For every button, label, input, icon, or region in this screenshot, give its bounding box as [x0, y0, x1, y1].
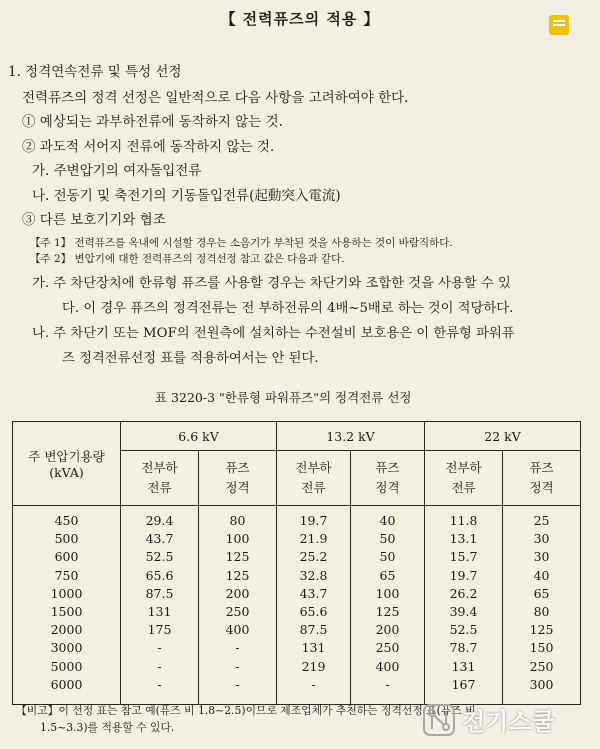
note-1: 【주 1】 전력퓨즈를 옥내에 시설할 경우는 소음기가 부착된 것을 사용하는 것이 바람직하다.: [30, 237, 453, 249]
page-title: 【 전력퓨즈의 적용 】: [220, 10, 380, 28]
circuit-board-icon: [422, 703, 456, 737]
table-cell: 200: [225, 585, 250, 601]
table-cell: 19.7: [299, 513, 328, 528]
logo-text: 전기스쿨: [462, 708, 555, 736]
table-cell: 19.7: [449, 567, 478, 583]
table-cell: 25: [533, 513, 550, 528]
table-cell: 65: [379, 567, 396, 583]
table-cell: 80: [229, 513, 246, 528]
para-ga-line-2: 다. 이 경우 퓨즈의 정격전류는 전 부하전류의 4배~5배로 하는 것이 적당하다.: [62, 301, 514, 316]
table-cell: 175: [147, 622, 172, 638]
table-cell: 250: [225, 604, 250, 620]
table-cell: 52.5: [145, 549, 174, 565]
table-cell: 65: [533, 585, 550, 601]
table-cell: 11.8: [449, 513, 478, 528]
table-cell: 15.7: [449, 549, 478, 565]
fuse-rating-table: [12, 421, 581, 705]
table-cell: 125: [529, 622, 554, 638]
table-cell: 250: [529, 658, 554, 674]
table-cell: -: [235, 676, 240, 692]
kv132-fuse-column: [351, 506, 425, 705]
table-cell: 750: [54, 567, 79, 583]
table-cell: 100: [225, 531, 250, 547]
sub-load-header: 전부하 전류: [425, 451, 503, 506]
table-cell: 80: [533, 604, 550, 620]
group-13-2kv: 13.2 kV: [277, 422, 425, 451]
table-caption: 표 3220-3 "한류형 파워퓨즈"의 정격전류 선정: [155, 390, 412, 405]
table-cell: 87.5: [299, 622, 328, 638]
kv22-fuse-column: [503, 506, 581, 705]
table-cell: 5000: [50, 658, 83, 674]
table-cell: 13.1: [449, 531, 478, 547]
table-cell: 400: [375, 658, 400, 674]
kv66-fuse-column: [199, 506, 277, 705]
table-cell: -: [235, 658, 240, 674]
kv66-load-column: [121, 506, 199, 705]
table-cell: 52.5: [449, 622, 478, 638]
sub-fuse-header: 퓨즈 정격: [503, 451, 581, 506]
item-1: ① 예상되는 과부하전류에 동작하지 않는 것.: [22, 114, 283, 130]
table-cell: 30: [533, 549, 550, 565]
para-na-line-1: 나. 주 차단기 또는 MOF의 전원측에 설치하는 수전설비 보호용은 이 한류형 파워퓨: [32, 326, 515, 341]
item-3: ③ 다른 보호기기와 협조: [22, 212, 166, 228]
para-na-line-2: 즈 정격전류선정 표를 적용하여서는 안 된다.: [62, 351, 319, 366]
remark-line-1: 【비고】이 선정 표는 참고 예(퓨즈 비 1.8~2.5)이므로 제조업체가 추천하는 정격선정 표(퓨즈 비: [16, 704, 476, 717]
remark-line-2: 1.5~3.3)를 적용할 수 있다.: [40, 721, 175, 734]
group-6-6kv: 6.6 kV: [121, 422, 277, 451]
item-2-na: 나. 전동기 및 축전기의 기동돌입전류(起動突入電流): [32, 188, 341, 204]
site-logo: [422, 702, 555, 737]
sub-load-header: 전부하 전류: [277, 451, 351, 506]
table-cell: 6000: [50, 676, 83, 692]
table-cell: -: [235, 640, 240, 656]
table-cell: -: [157, 658, 162, 674]
table-cell: 1500: [50, 604, 83, 620]
kv22-load-column: [425, 506, 503, 705]
intro-text: 전력퓨즈의 정격 선정은 일반적으로 다음 사항을 고려하여야 한다.: [22, 90, 409, 106]
table-cell: 400: [225, 622, 250, 638]
table-cell: 100: [375, 585, 400, 601]
table-cell: 200: [375, 622, 400, 638]
group-22kv: 22 kV: [425, 422, 581, 451]
table-cell: 131: [451, 658, 476, 674]
table-cell: 40: [533, 567, 550, 583]
table-cell: 65.6: [145, 567, 174, 583]
item-2-ga: 가. 주변압기의 여자돌입전류: [32, 163, 202, 179]
table-cell: 50: [379, 531, 396, 547]
sub-fuse-header: 퓨즈 정격: [199, 451, 277, 506]
note-2: 【주 2】 변압기에 대한 전력퓨즈의 정격선정 참고 값은 다음과 같다.: [30, 253, 345, 265]
table-cell: 131: [301, 640, 326, 656]
table-cell: 21.9: [299, 531, 328, 547]
table-cell: 50: [379, 549, 396, 565]
table-cell: 150: [529, 640, 554, 656]
table-cell: 450: [54, 513, 79, 528]
capacity-column: [13, 506, 121, 705]
table-cell: 43.7: [299, 585, 328, 601]
kv132-load-column: [277, 506, 351, 705]
table-cell: 131: [147, 604, 172, 620]
table-cell: 32.8: [299, 567, 328, 583]
table-cell: 40: [379, 513, 396, 528]
table-cell: 30: [533, 531, 550, 547]
table-cell: 250: [375, 640, 400, 656]
table-cell: 125: [225, 567, 250, 583]
table-cell: 3000: [50, 640, 83, 656]
table-cell: 29.4: [145, 513, 174, 528]
table-cell: 300: [529, 676, 554, 692]
table-cell: 1000: [50, 585, 83, 601]
table-cell: 125: [375, 604, 400, 620]
table-cell: 500: [54, 531, 79, 547]
table-cell: 167: [451, 676, 476, 692]
table-cell: 39.4: [449, 604, 478, 620]
table-cell: 78.7: [449, 640, 478, 656]
table-cell: -: [311, 676, 316, 692]
table-cell: 219: [301, 658, 326, 674]
sub-fuse-header: 퓨즈 정격: [351, 451, 425, 506]
table-cell: 600: [54, 549, 79, 565]
item-2: ② 과도적 서어지 전류에 동작하지 않는 것.: [22, 139, 275, 155]
table-cell: -: [157, 640, 162, 656]
table-cell: 26.2: [449, 585, 478, 601]
memo-icon[interactable]: [549, 15, 569, 35]
table-cell: 87.5: [145, 585, 174, 601]
para-ga-line-1: 가. 주 차단장치에 한류형 퓨즈를 사용할 경우는 차단기와 조합한 것을 사용할 수 있: [32, 276, 511, 291]
table-cell: -: [385, 676, 390, 692]
table-cell: 2000: [50, 622, 83, 638]
capacity-header: 주 변압기용량 (kVA): [13, 422, 121, 506]
table-cell: 43.7: [145, 531, 174, 547]
sub-load-header: 전부하 전류: [121, 451, 199, 506]
table-cell: 125: [225, 549, 250, 565]
table-cell: -: [157, 676, 162, 692]
table-cell: 65.6: [299, 604, 328, 620]
section-heading: 1. 정격연속전류 및 특성 선정: [8, 64, 182, 80]
table-cell: 25.2: [299, 549, 328, 565]
